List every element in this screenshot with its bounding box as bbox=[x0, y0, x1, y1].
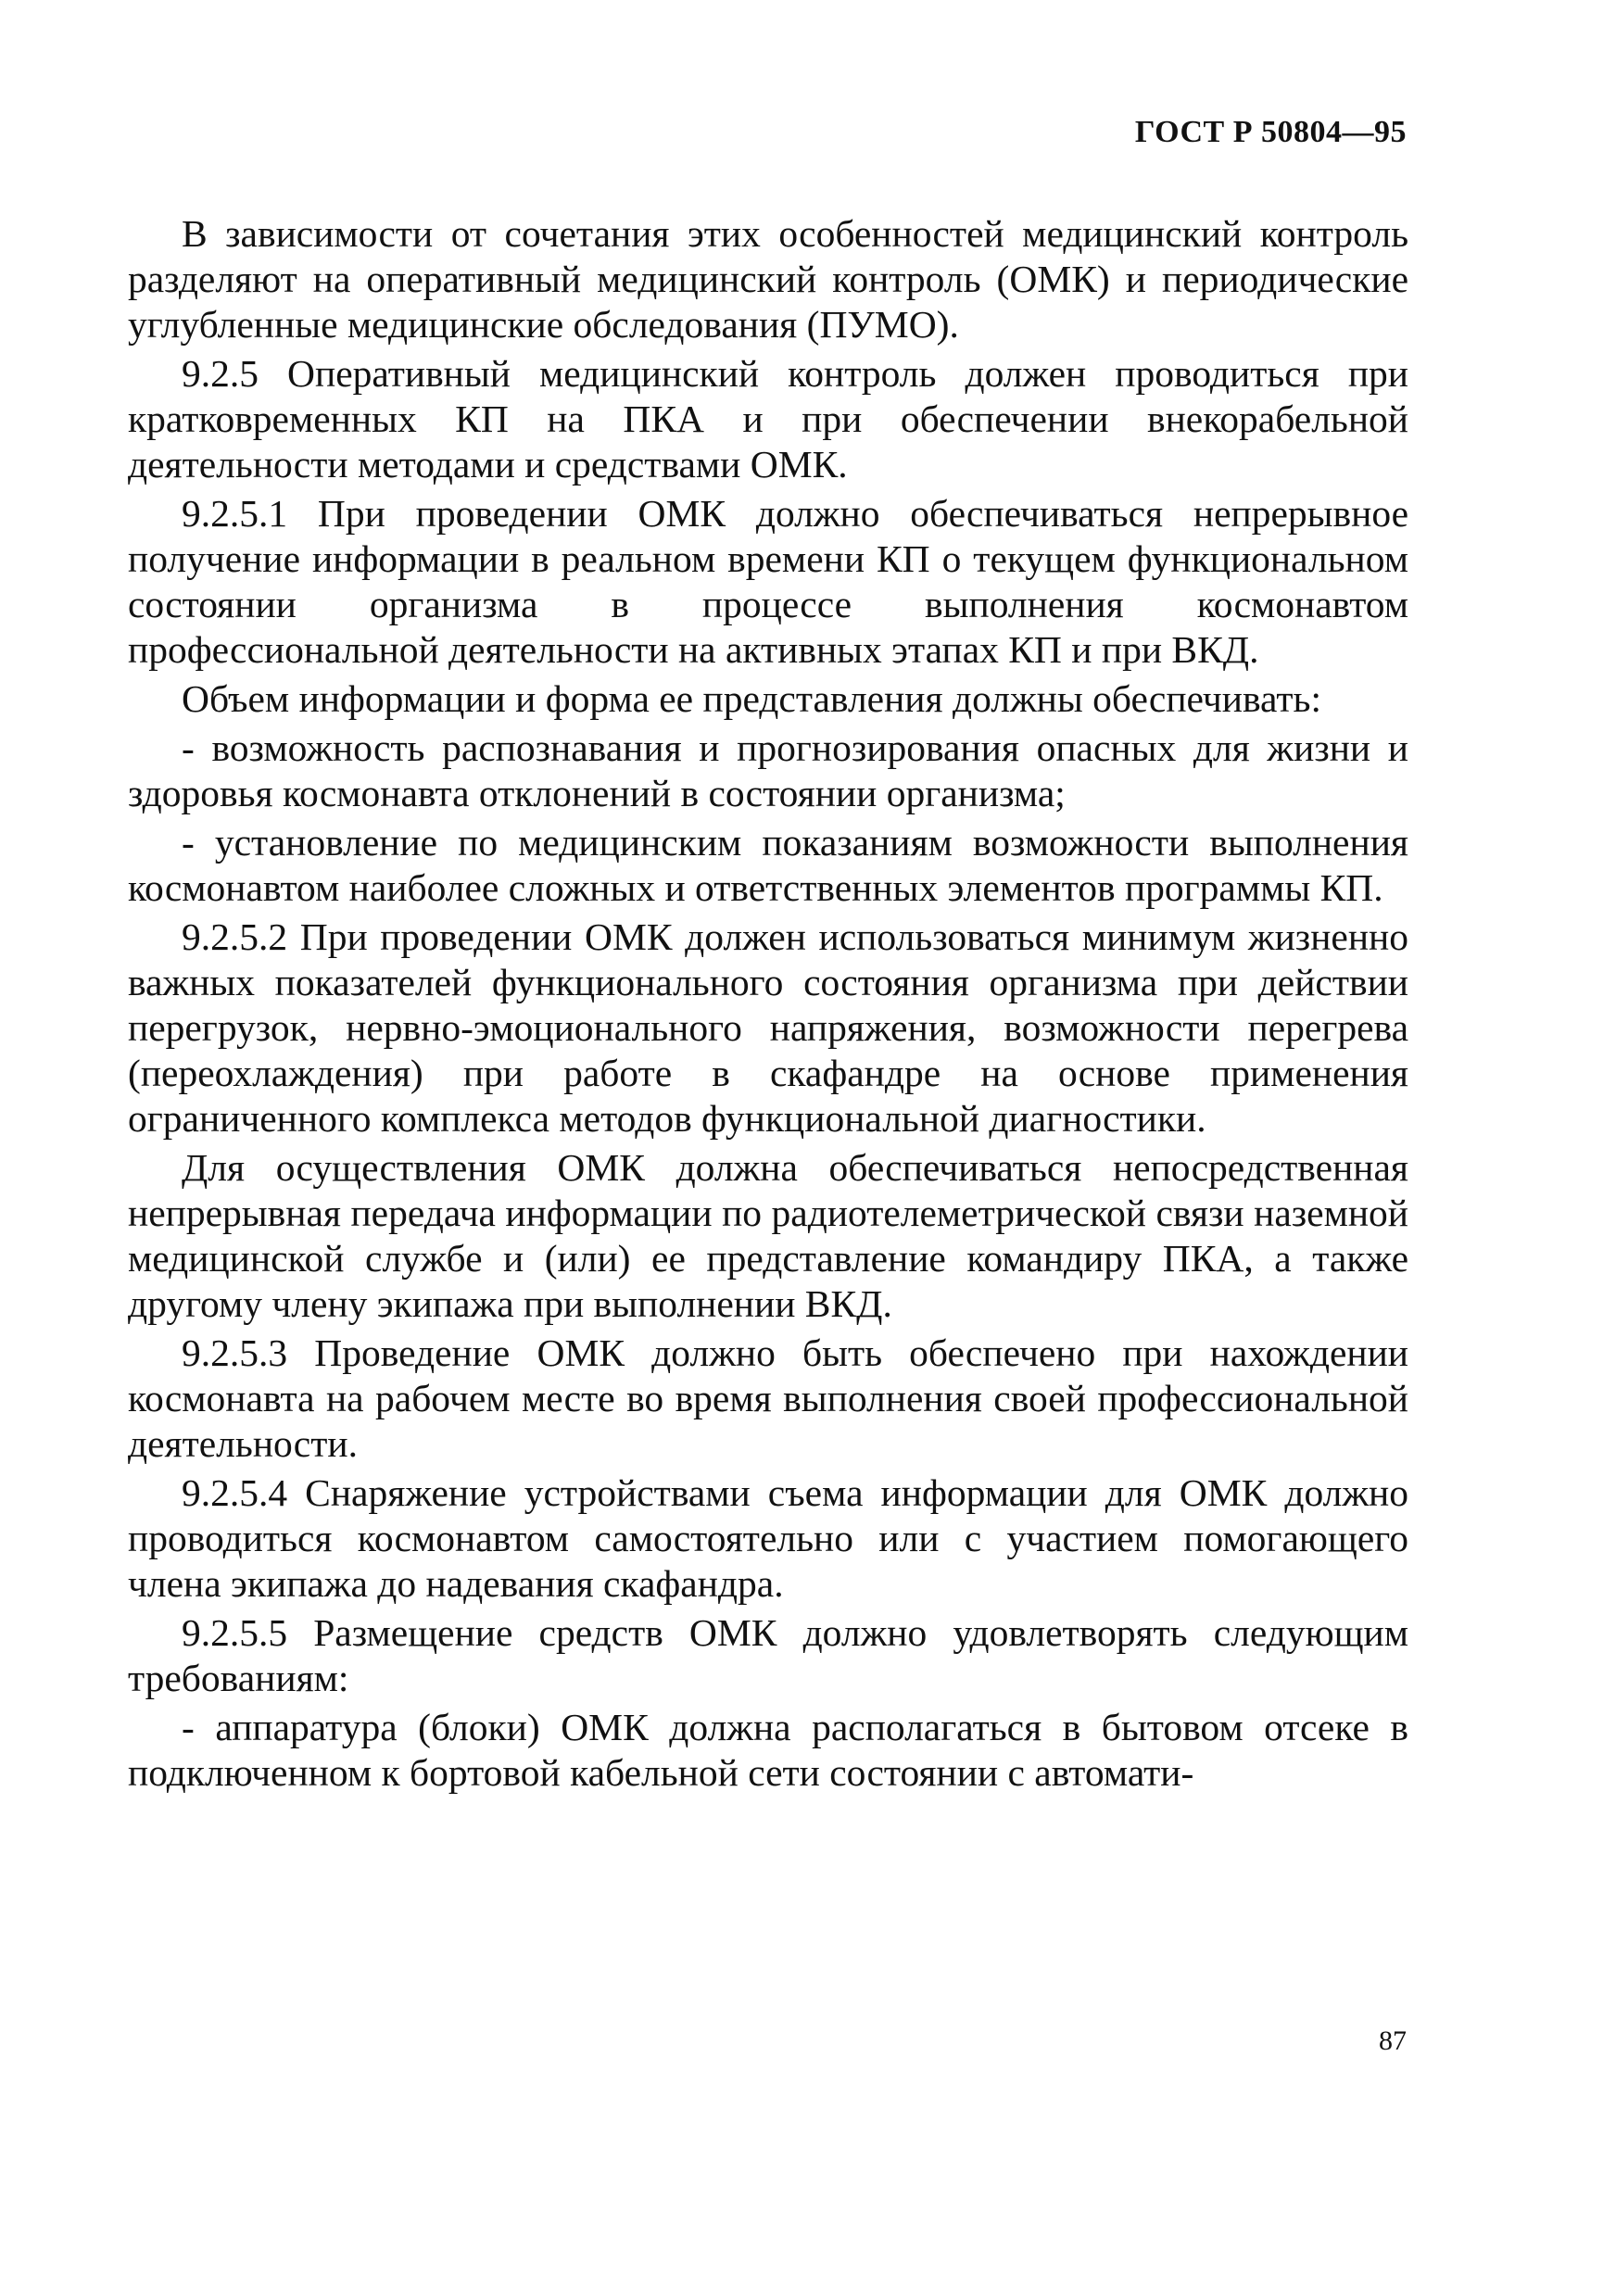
paragraph-9-2-5-2: 9.2.5.2 При проведении ОМК должен использоваться минимум жизненно важных показателей функционального состояния организма при действии перегрузок, нервно-эмоционального напряжения, возможности перегрева (переохлаждения) при работе в скафандре на основе применения ограниченного комплекса методов функциональной диагностики. bbox=[128, 915, 1408, 1140]
list-item-establishment: - установление по медицинским показаниям возможности выполнения космонавтом наиболее сложных и ответственных элементов программы КП. bbox=[128, 821, 1408, 909]
list-item-equipment: - аппаратура (блоки) ОМК должна располагаться в бытовом отсеке в подключенном к бортовой кабельной сети состоянии с автомати- bbox=[128, 1706, 1408, 1794]
paragraph-info-volume: Объем информации и форма ее представления должны обеспечивать: bbox=[182, 677, 1321, 720]
paragraph-omk-pumo: В зависимости от сочетания этих особенностей медицинский контроль разделяют на оперативный медицинский контроль (ОМК) и периодические углубленные медицинские обследования (ПУМО). bbox=[128, 212, 1408, 346]
document-header: ГОСТ Р 50804—95 bbox=[1134, 115, 1407, 149]
paragraph-9-2-5-4: 9.2.5.4 Снаряжение устройствами съема информации для ОМК должно проводиться космонавтом самостоятельно или с участием помогающего члена экипажа до надевания скафандра. bbox=[128, 1471, 1408, 1605]
paragraph-9-2-5: 9.2.5 Оперативный медицинский контроль должен проводиться при кратковременных КП на ПКА и при обеспечении внекорабельной деятельности методами и средствами ОМК. bbox=[128, 352, 1408, 486]
document-body bbox=[128, 211, 1408, 1796]
list-item-recognition: - возможность распознавания и прогнозирования опасных для жизни и здоровья космонавта отклонений в состоянии организма; bbox=[128, 726, 1408, 814]
paragraph-9-2-5-1: 9.2.5.1 При проведении ОМК должно обеспечиваться непрерывное получение информации в реальном времени КП о текущем функциональном состоянии организма в процессе выполнения космонавтом профессиональной деятельности на активных этапах КП и при ВКД. bbox=[128, 492, 1408, 671]
paragraph-9-2-5-5: 9.2.5.5 Размещение средств ОМК должно удовлетворять следующим требованиям: bbox=[128, 1611, 1408, 1699]
page-number: 87 bbox=[1379, 2025, 1407, 2056]
paragraph-transmission: Для осуществления ОМК должна обеспечиваться непосредственная непрерывная передача информации по радиотелеметрической связи наземной медицинской службе и (или) ее представление командиру ПКА, а также другому члену экипажа при выполнении ВКД. bbox=[128, 1146, 1408, 1325]
paragraph-9-2-5-3: 9.2.5.3 Проведение ОМК должно быть обеспечено при нахождении космонавта на рабочем месте во время выполнения своей профессиональной деятельности. bbox=[128, 1331, 1408, 1465]
